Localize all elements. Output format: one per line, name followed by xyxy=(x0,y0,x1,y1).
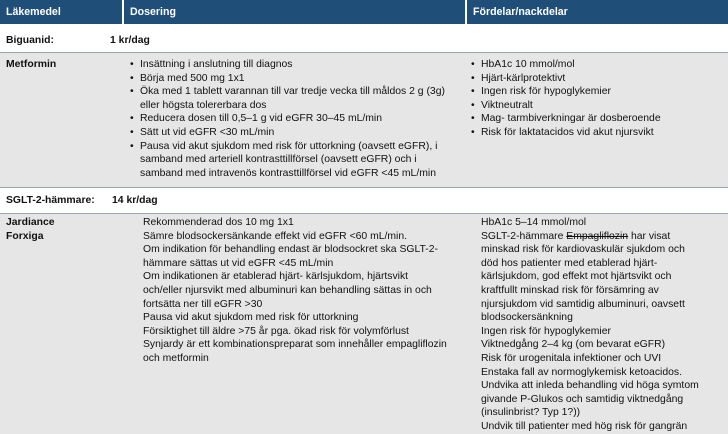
section-dose-frequency: 14 kr/dag xyxy=(112,195,158,206)
section-biguanid xyxy=(0,32,728,53)
drug-name: Jardiance xyxy=(6,217,55,228)
list-item: • Viktneutralt xyxy=(470,99,720,113)
list-item: Om indikation för behandling endast är blodsockret ska SGLT-2-hämmare sättas ut vid eGFR <45 mL/min xyxy=(143,244,438,269)
table-row-sglt2 xyxy=(0,214,728,434)
header-medicine: Läkemedel xyxy=(0,0,122,24)
list-item: Ingen risk för hypoglykemier xyxy=(481,325,611,337)
list-item: • Sätt ut vid eGFR <30 mL/min xyxy=(129,126,459,140)
struck-text: Empagliflozin xyxy=(566,230,629,242)
dosing-list xyxy=(143,216,448,366)
section-dose-frequency: 1 kr/dag xyxy=(110,35,150,46)
list-item: • Hjärt-kärlprotektivt xyxy=(470,72,720,86)
drug-name: Metformin xyxy=(6,59,57,70)
list-item: Viktnedgång 2–4 kg (om bevarat eGFR) xyxy=(481,339,666,351)
dosing-list xyxy=(129,58,459,180)
drug-names xyxy=(6,216,55,243)
list-item: • Insättning i anslutning till diagnos xyxy=(129,58,459,72)
list-item: Pausa vid akut sjukdom med risk för uttorkning xyxy=(143,312,359,324)
text-suffix: har visat minskad risk för kardiovaskulär sjukdom och död hos patienter med etablerad hjärt-kärlsjukdom, god effekt mot hjärtsvikt och kraftfullt minskad risk för försämring av njursjukdom vid samtidig albuminuri, oavsett blodsockersänkning xyxy=(481,230,685,324)
pros-cons-list xyxy=(481,216,703,434)
list-item xyxy=(481,230,703,325)
section-title: Biguanid: xyxy=(6,35,54,46)
list-item: Undvika att inleda behandling vid höga symtom givande P-Glukos och samtidig viktnedgång (insulinbrist? Typ 1?)) xyxy=(481,380,699,419)
list-item: Försiktighet till äldre >75 år pga. ökad risk för volymförlust xyxy=(143,325,409,337)
list-item: Rekommenderad dos 10 mg 1x1 xyxy=(143,217,294,228)
list-item: Risk för urogenitala infektioner och UVI xyxy=(481,352,662,364)
list-item: • Pausa vid akut sjukdom med risk för uttorkning (oavsett eGFR), i samband med arteriell kontrasttillförsel (oavsett eGFR) och i samband med intravenös kontrasttillförsel vid eGFR <45 mL/min xyxy=(129,140,459,181)
text-prefix: SGLT-2-hämmare xyxy=(481,230,567,242)
section-title: SGLT-2-hämmare: xyxy=(6,195,95,206)
list-item: • Börja med 500 mg 1x1 xyxy=(129,72,459,86)
section-sglt2 xyxy=(0,192,728,214)
list-item: Sämre blodsockersänkande effekt vid eGFR <60 mL/min. xyxy=(143,230,408,242)
list-item: • Reducera dosen till 0,5–1 g vid eGFR 30–45 mL/min xyxy=(129,112,459,126)
list-item: Om indikationen är etablerad hjärt- kärlsjukdom, hjärtsvikt och/eller njursvikt med albuminuri kan behandling sättas in och fortsätta ner till eGFR >30 xyxy=(143,271,432,310)
list-item: • Risk för laktatacidos vid akut njursvikt xyxy=(470,126,720,140)
list-item: HbA1c 5–14 mmol/mol xyxy=(481,217,587,228)
pros-cons-list xyxy=(470,58,720,140)
header-dosing: Dosering xyxy=(124,0,465,24)
list-item: Undvik till patienter med hög risk för gangrän xyxy=(481,420,688,432)
header-pros-cons: Fördelar/nackdelar xyxy=(467,0,728,24)
table-row-metformin xyxy=(0,53,728,188)
drug-names xyxy=(6,58,56,72)
list-item: • Ingen risk för hypoglykemier xyxy=(470,85,720,99)
list-item: • Öka med 1 tablett varannan till var tredje vecka till måldos 2 g (3g) eller högsta tolererbara dos xyxy=(129,85,459,112)
list-item: • Mag- tarmbiverkningar är dosberoende xyxy=(470,112,720,126)
list-item: Enstaka fall av normoglykemisk ketoacidos. xyxy=(481,366,682,378)
list-item: • HbA1c 10 mmol/mol xyxy=(470,58,720,72)
list-item: Synjardy är ett kombinationspreparat som innehåller empagliflozin och metformin xyxy=(143,339,447,364)
drug-name: Forxiga xyxy=(6,230,44,242)
